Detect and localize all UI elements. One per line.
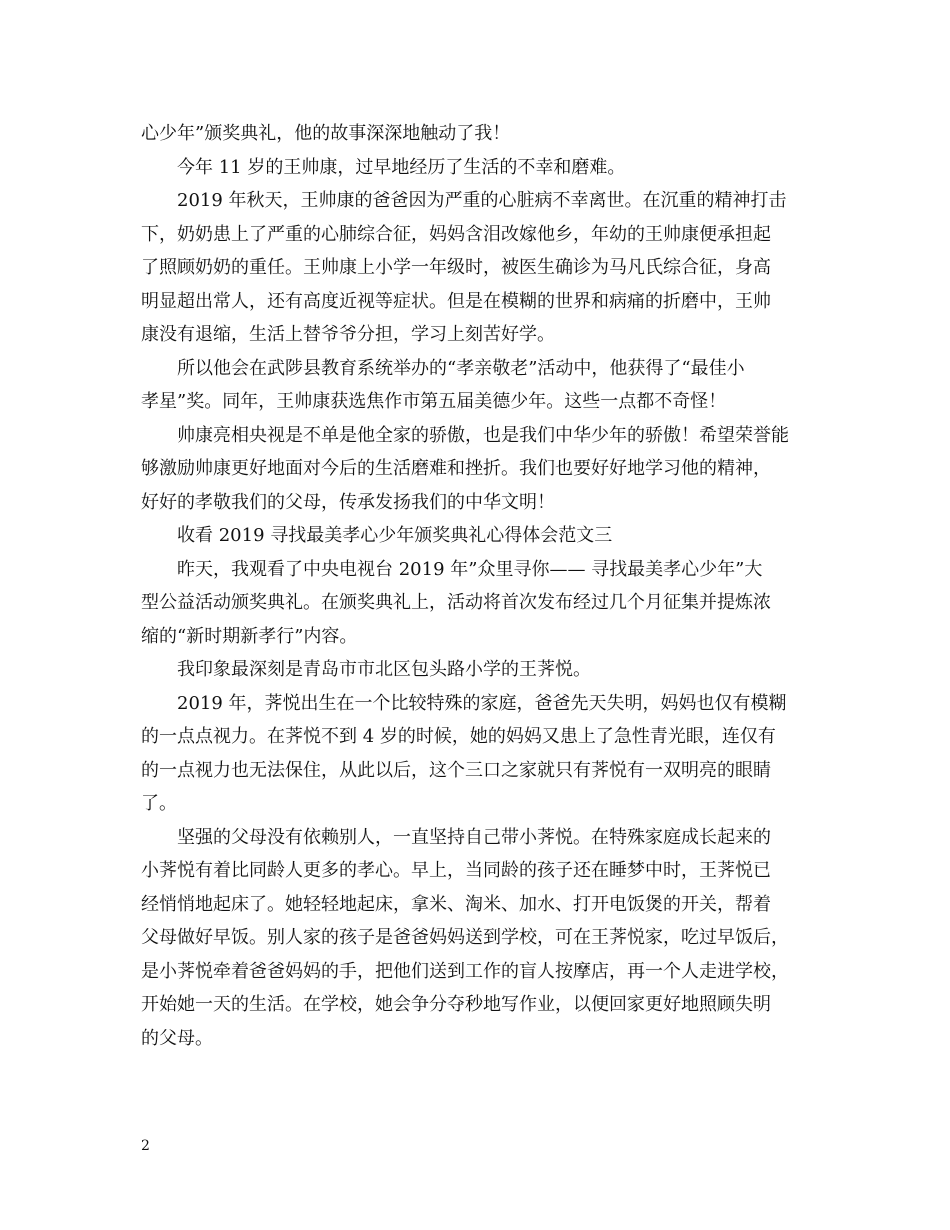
text-line: 下，奶奶患上了严重的心肺综合征，妈妈含泪改嫁他乡，年幼的王帅康便承担起: [141, 223, 771, 245]
text-line: 够激励帅康更好地面对今后的生活磨难和挫折。我们也要好好地学习他的精神，: [141, 458, 771, 479]
text-line: 了照顾奶奶的重任。王帅康上小学一年级时，被医生确诊为马凡氏综合征，身高: [141, 257, 771, 278]
text-line: 明显超出常人，还有高度近视等症状。但是在模糊的世界和病痛的折磨中，王帅: [141, 290, 771, 312]
text-line: 心少年”颁奖典礼，他的故事深深地触动了我！: [141, 123, 511, 144]
page-number: 2: [141, 1138, 150, 1154]
text-line: 父母做好早饭。别人家的孩子是爸爸妈妈送到学校，可在王荠悦家，吃过早饭后，: [141, 927, 789, 948]
text-line: 今年 11 岁的王帅康，过早地经历了生活的不幸和磨难。: [177, 156, 626, 178]
text-line: 的一点点视力。在荠悦不到 4 岁的时候，她的妈妈又患上了急性青光眼，连仅有: [141, 726, 776, 747]
text-line: 昨天，我观看了中央电视台 2019 年”众里寻你—— 寻找最美孝心少年”大: [177, 558, 763, 580]
text-line: 开始她一天的生活。在学校，她会争分夺秒地写作业，以便回家更好地照顾失明: [141, 994, 771, 1015]
section-heading: 收看 2019 寻找最美孝心少年颁奖典礼心得体会范文三: [177, 525, 613, 546]
text-line: 好好的孝敬我们的父母，传承发扬我们的中华文明！: [141, 491, 555, 513]
text-line: 经悄悄地起床了。她轻轻地起床，拿米、淘米、加水、打开电饭煲的开关，帮着: [141, 893, 771, 915]
text-line: 所以他会在武陟县教育系统举办的“孝亲敬老”活动中，他获得了“最佳小: [177, 357, 745, 379]
body-text: [141, 117, 809, 1055]
text-line: 型公益活动颁奖典礼。在颁奖典礼上，活动将首次发布经过几个月征集并提炼浓: [141, 592, 771, 613]
text-line: 我印象最深刻是青岛市市北区包头路小学的王荠悦。: [177, 659, 591, 680]
text-line: 是小荠悦牵着爸爸妈妈的手，把他们送到工作的盲人按摩店，再一个人走进学校，: [141, 960, 789, 982]
text-line: 的一点视力也无法保住，从此以后，这个三口之家就只有荠悦有一双明亮的眼睛: [141, 759, 771, 781]
text-line: 坚强的父母没有依赖别人，一直坚持自己带小荠悦。在特殊家庭成长起来的: [177, 826, 771, 848]
text-line: 了。: [141, 793, 177, 814]
text-line: 孝星”奖。同年，王帅康获选焦作市第五届美德少年。这些一点都不奇怪！: [141, 391, 727, 412]
text-line: 缩的“新时期新孝行”内容。: [141, 625, 358, 647]
text-line: 帅康亮相央视是不单是他全家的骄傲，也是我们中华少年的骄傲！希望荣誉能: [177, 424, 789, 446]
text-line: 康没有退缩，生活上替爷爷分担，学习上刻苦好学。: [141, 324, 555, 345]
text-line: 2019 年秋天，王帅康的爸爸因为严重的心脏病不幸离世。在沉重的精神打击: [177, 190, 787, 211]
text-line: 小荠悦有着比同龄人更多的孝心。早上，当同龄的孩子还在睡梦中时，王荠悦已: [141, 860, 771, 881]
text-line: 的父母。: [141, 1027, 213, 1049]
text-line: 2019 年，荠悦出生在一个比较特殊的家庭，爸爸先天失明，妈妈也仅有模糊: [177, 692, 787, 714]
